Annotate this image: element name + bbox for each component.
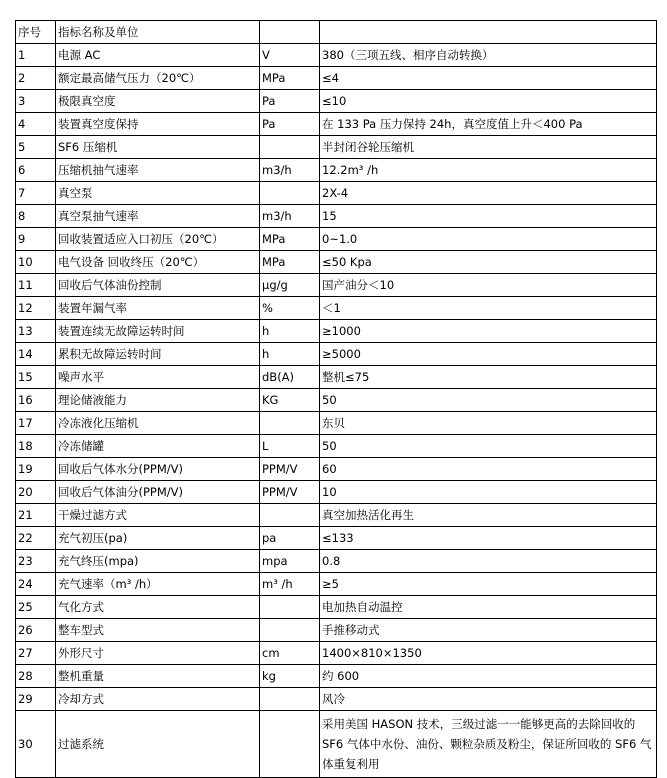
cell-name: 回收后气体水分(PPM/V) <box>56 458 260 481</box>
header-no: 序号 <box>16 21 56 44</box>
table-row <box>16 458 657 481</box>
cell-value: ≥5 <box>320 573 657 596</box>
cell-name: 噪声水平 <box>56 366 260 389</box>
cell-name: 整车型式 <box>56 619 260 642</box>
cell-name: 充气初压(pa) <box>56 527 260 550</box>
cell-no: 6 <box>16 159 56 182</box>
cell-name: 过滤系统 <box>56 711 260 778</box>
table-row <box>16 619 657 642</box>
cell-unit: m3/h <box>260 159 320 182</box>
table-row <box>16 481 657 504</box>
cell-name: 装置真空度保持 <box>56 113 260 136</box>
cell-name: 电源 AC <box>56 44 260 67</box>
header-name: 指标名称及单位 <box>56 21 260 44</box>
cell-unit: MPa <box>260 67 320 90</box>
table-row <box>16 412 657 435</box>
table-row <box>16 343 657 366</box>
cell-unit: Pa <box>260 90 320 113</box>
cell-no: 4 <box>16 113 56 136</box>
table-row <box>16 274 657 297</box>
cell-value: 整机≤75 <box>320 366 657 389</box>
table-row <box>16 711 657 778</box>
cell-no: 2 <box>16 67 56 90</box>
cell-name: 累积无故障运转时间 <box>56 343 260 366</box>
cell-value: ＜1 <box>320 297 657 320</box>
cell-value: 手推移动式 <box>320 619 657 642</box>
cell-unit: MPa <box>260 251 320 274</box>
cell-no: 7 <box>16 182 56 205</box>
cell-unit: h <box>260 343 320 366</box>
cell-unit: kg <box>260 665 320 688</box>
cell-no: 24 <box>16 573 56 596</box>
cell-value: 15 <box>320 205 657 228</box>
table-row <box>16 44 657 67</box>
table-row <box>16 366 657 389</box>
cell-name: 干燥过滤方式 <box>56 504 260 527</box>
table-row <box>16 228 657 251</box>
cell-no: 22 <box>16 527 56 550</box>
cell-name: 真空泵 <box>56 182 260 205</box>
cell-no: 1 <box>16 44 56 67</box>
cell-value: 0.8 <box>320 550 657 573</box>
table-header-row <box>16 21 657 44</box>
table-row <box>16 113 657 136</box>
cell-value: 半封闭谷轮压缩机 <box>320 136 657 159</box>
cell-no: 10 <box>16 251 56 274</box>
cell-no: 15 <box>16 366 56 389</box>
cell-name: SF6 压缩机 <box>56 136 260 159</box>
table-row <box>16 642 657 665</box>
cell-unit: dB(A) <box>260 366 320 389</box>
cell-name: 回收装置适应入口初压（20℃） <box>56 228 260 251</box>
spec-table-body <box>16 21 657 778</box>
cell-unit: PPM/V <box>260 458 320 481</box>
cell-value: 东贝 <box>320 412 657 435</box>
cell-value: 风冷 <box>320 688 657 711</box>
cell-unit: PPM/V <box>260 481 320 504</box>
cell-value: ≤50 Kpa <box>320 251 657 274</box>
cell-value: ≤10 <box>320 90 657 113</box>
table-row <box>16 90 657 113</box>
cell-value: 12.2m³ /h <box>320 159 657 182</box>
table-row <box>16 136 657 159</box>
cell-value: 真空加热活化再生 <box>320 504 657 527</box>
spec-table <box>15 20 657 778</box>
cell-value: 380（三项五线、相序自动转换） <box>320 44 657 67</box>
cell-unit: pa <box>260 527 320 550</box>
cell-value: 在 133 Pa 压力保持 24h，真空度值上升＜400 Pa <box>320 113 657 136</box>
cell-unit: L <box>260 435 320 458</box>
cell-value: 10 <box>320 481 657 504</box>
cell-unit <box>260 596 320 619</box>
cell-no: 16 <box>16 389 56 412</box>
cell-no: 18 <box>16 435 56 458</box>
cell-no: 17 <box>16 412 56 435</box>
cell-value: 约 600 <box>320 665 657 688</box>
table-row <box>16 665 657 688</box>
cell-no: 19 <box>16 458 56 481</box>
cell-no: 20 <box>16 481 56 504</box>
cell-no: 9 <box>16 228 56 251</box>
table-row <box>16 573 657 596</box>
cell-name: 冷冻储罐 <box>56 435 260 458</box>
cell-name: 回收后气体油份控制 <box>56 274 260 297</box>
cell-value: ≤4 <box>320 67 657 90</box>
cell-no: 28 <box>16 665 56 688</box>
cell-unit <box>260 182 320 205</box>
cell-name: 极限真空度 <box>56 90 260 113</box>
cell-value: 1400×810×1350 <box>320 642 657 665</box>
cell-value: ≥1000 <box>320 320 657 343</box>
cell-unit <box>260 711 320 778</box>
cell-unit: h <box>260 320 320 343</box>
cell-unit: MPa <box>260 228 320 251</box>
cell-no: 23 <box>16 550 56 573</box>
cell-no: 3 <box>16 90 56 113</box>
cell-name: 电气设备 回收终压（20℃） <box>56 251 260 274</box>
cell-unit <box>260 619 320 642</box>
cell-unit: cm <box>260 642 320 665</box>
table-row <box>16 159 657 182</box>
table-row <box>16 251 657 274</box>
table-row <box>16 389 657 412</box>
cell-value: 50 <box>320 389 657 412</box>
cell-value: ≥5000 <box>320 343 657 366</box>
cell-value: 2X-4 <box>320 182 657 205</box>
cell-unit: V <box>260 44 320 67</box>
table-row <box>16 527 657 550</box>
cell-name: 冷却方式 <box>56 688 260 711</box>
cell-name: 外形尺寸 <box>56 642 260 665</box>
cell-no: 29 <box>16 688 56 711</box>
cell-unit: m3/h <box>260 205 320 228</box>
cell-name: 装置连续无故障运转时间 <box>56 320 260 343</box>
cell-no: 12 <box>16 297 56 320</box>
cell-name: 整机重量 <box>56 665 260 688</box>
cell-no: 21 <box>16 504 56 527</box>
cell-name: 额定最高储气压力（20℃） <box>56 67 260 90</box>
cell-no: 26 <box>16 619 56 642</box>
cell-no: 11 <box>16 274 56 297</box>
cell-unit: KG <box>260 389 320 412</box>
cell-unit: Pa <box>260 113 320 136</box>
cell-name: 气化方式 <box>56 596 260 619</box>
table-row <box>16 320 657 343</box>
cell-unit: % <box>260 297 320 320</box>
cell-no: 13 <box>16 320 56 343</box>
cell-no: 27 <box>16 642 56 665</box>
cell-value: 60 <box>320 458 657 481</box>
header-unit <box>260 21 320 44</box>
table-row <box>16 67 657 90</box>
cell-unit: μg/g <box>260 274 320 297</box>
cell-value: 国产油分＜10 <box>320 274 657 297</box>
cell-name: 充气终压(mpa) <box>56 550 260 573</box>
cell-name: 真空泵抽气速率 <box>56 205 260 228</box>
cell-name: 回收后气体油分(PPM/V) <box>56 481 260 504</box>
cell-value: 0~1.0 <box>320 228 657 251</box>
cell-name: 冷冻液化压缩机 <box>56 412 260 435</box>
table-row <box>16 688 657 711</box>
cell-name: 充气速率（m³ /h） <box>56 573 260 596</box>
cell-unit <box>260 688 320 711</box>
cell-no: 5 <box>16 136 56 159</box>
cell-unit <box>260 412 320 435</box>
cell-no: 14 <box>16 343 56 366</box>
table-row <box>16 182 657 205</box>
table-row <box>16 297 657 320</box>
cell-value: ≤133 <box>320 527 657 550</box>
table-row <box>16 205 657 228</box>
cell-name: 理论储液能力 <box>56 389 260 412</box>
cell-unit: mpa <box>260 550 320 573</box>
table-row <box>16 435 657 458</box>
table-row <box>16 596 657 619</box>
table-row <box>16 504 657 527</box>
cell-name: 装置年漏气率 <box>56 297 260 320</box>
table-row <box>16 550 657 573</box>
cell-name: 压缩机抽气速率 <box>56 159 260 182</box>
cell-no: 8 <box>16 205 56 228</box>
cell-unit: m³ /h <box>260 573 320 596</box>
cell-value: 电加热自动温控 <box>320 596 657 619</box>
cell-value: 采用美国 HASON 技术，三级过滤一一能够更高的去除回收的 SF6 气体中水份、油份、颗粒杂质及粉尘，保证所回收的 SF6 气体重复利用 <box>320 711 657 778</box>
cell-value: 50 <box>320 435 657 458</box>
cell-no: 30 <box>16 711 56 778</box>
cell-unit <box>260 136 320 159</box>
header-value <box>320 21 657 44</box>
cell-unit <box>260 504 320 527</box>
cell-no: 25 <box>16 596 56 619</box>
